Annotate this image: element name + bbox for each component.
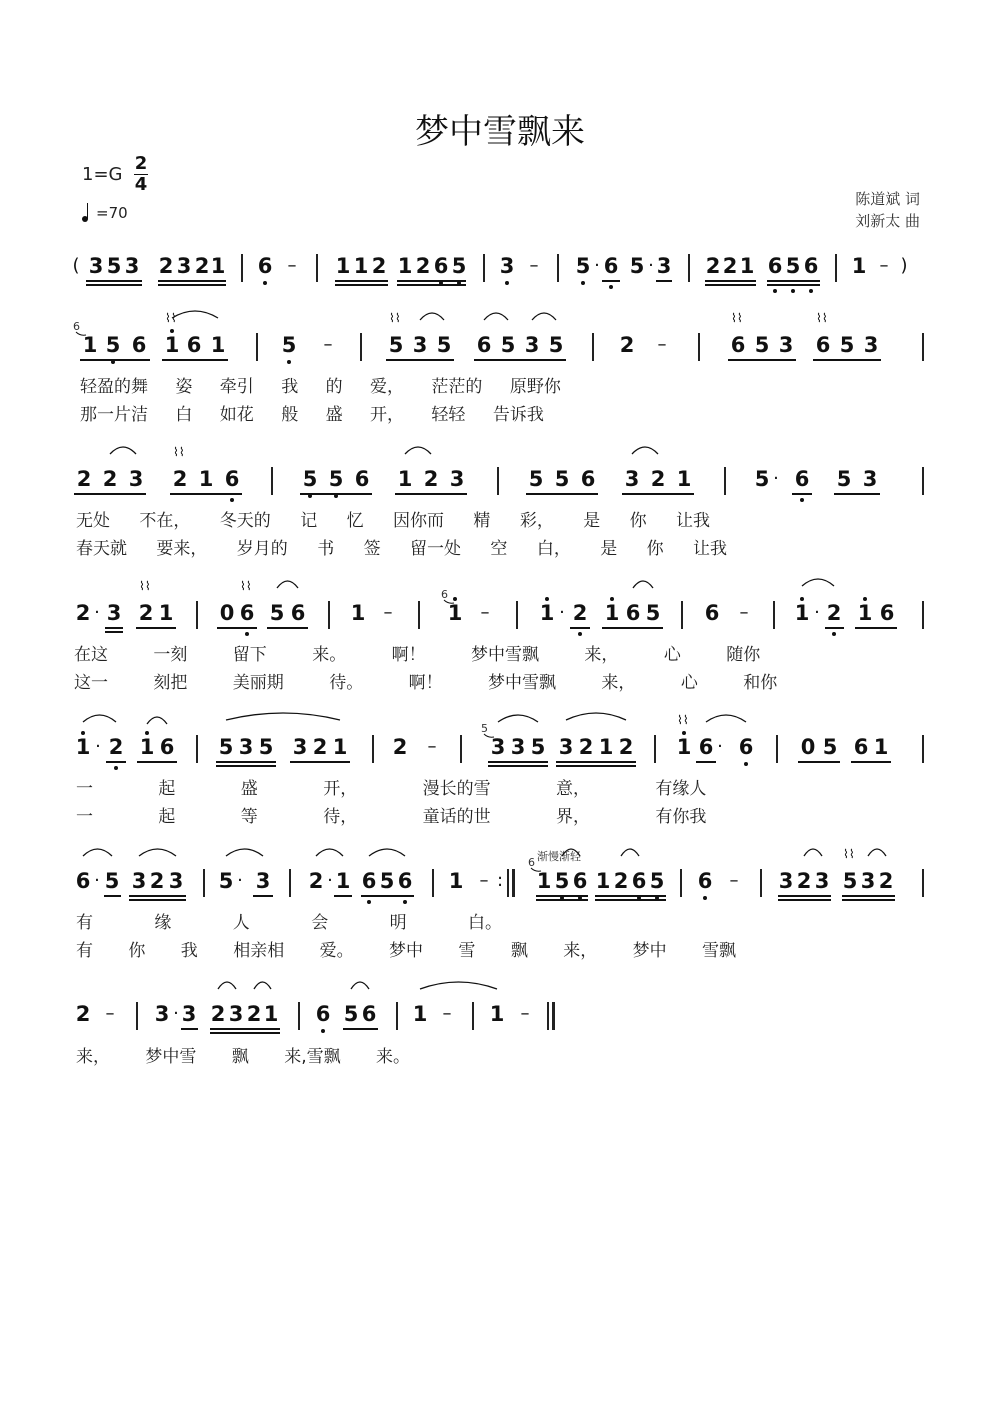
note: 3 <box>510 735 526 759</box>
notation-symbol: – <box>739 602 749 623</box>
note: 5 <box>451 254 467 278</box>
lyrics-line-5-verse-1: 一 起 盛 开， 漫长的雪 意， 有缘人 <box>76 779 707 799</box>
note: 1 <box>412 1002 428 1026</box>
note: 6 <box>625 601 641 625</box>
notation-symbol: – <box>427 736 437 757</box>
note: 6 <box>572 869 588 893</box>
note: 6 <box>397 869 413 893</box>
note: 3 <box>154 1002 170 1026</box>
lyricist-credit: 陈道斌 词 <box>855 190 920 208</box>
note: 2 <box>210 1002 226 1026</box>
note: 2 <box>108 735 124 759</box>
note: 5 <box>554 467 570 491</box>
note: 6 <box>704 601 720 625</box>
note: 6 <box>186 333 202 357</box>
note: 6 <box>803 254 819 278</box>
note: 1 <box>332 735 348 759</box>
expression-marking: 渐慢渐轻 <box>537 850 581 863</box>
note: 1 <box>335 869 351 893</box>
note: 1 <box>489 1002 505 1026</box>
note: 6 <box>239 601 255 625</box>
note: 2 <box>619 333 635 357</box>
grace-note-line-4: 6 <box>441 588 448 601</box>
note: 2 <box>194 254 210 278</box>
grace-note-hook <box>484 734 494 737</box>
notation-symbol: – <box>287 255 297 276</box>
note: 3 <box>131 869 147 893</box>
note: 1 <box>263 1002 279 1026</box>
mordent-symbol: ⌇⌇ <box>843 847 855 861</box>
note: 5 <box>822 735 838 759</box>
notation-symbol: – <box>520 1003 530 1024</box>
note: 5 <box>548 333 564 357</box>
note: 6 <box>224 467 240 491</box>
notation-symbol: · <box>717 736 723 757</box>
note: 5 <box>836 467 852 491</box>
note: 2 <box>149 869 165 893</box>
notation-symbol: – <box>529 255 539 276</box>
lyrics-line-4-verse-1: 在这 一刻 留下 来。 啊！ 梦中雪飘 来， 心 随你 <box>74 645 761 665</box>
mordent-symbol: ⌇⌇ <box>165 311 177 325</box>
note: 6 <box>631 869 647 893</box>
note: 1 <box>873 735 889 759</box>
notation-symbol: · <box>594 255 600 276</box>
lyrics-line-3-verse-1: 无处 不在， 冬天的 记 忆 因你而 精 彩， 是 你 让我 <box>76 511 711 531</box>
grace-note-line-2: 6 <box>73 320 80 333</box>
note: 3 <box>228 1002 244 1026</box>
note: 2 <box>308 869 324 893</box>
song-title: 梦中雪飘来 <box>415 112 585 152</box>
note: 6 <box>290 601 306 625</box>
note: 5 <box>281 333 297 357</box>
note: 5 <box>785 254 801 278</box>
note: 6 <box>879 601 895 625</box>
notation-symbol: – <box>657 334 667 355</box>
slur <box>802 579 834 586</box>
note: 2 <box>172 467 188 491</box>
notation-symbol: – <box>442 1003 452 1024</box>
note: 0 <box>219 601 235 625</box>
mordent-symbol: ⌇⌇ <box>139 579 151 593</box>
note: 3 <box>863 333 879 357</box>
slur <box>172 311 218 318</box>
slur <box>351 982 369 989</box>
slur <box>110 447 136 454</box>
note: 1 <box>604 601 620 625</box>
lyrics-line-2-verse-1: 轻盈的舞 姿 牵引 我 的 爱， 茫茫的 原野你 <box>80 377 561 397</box>
notation-symbol: ) <box>900 255 908 276</box>
notation-symbol: : <box>496 870 504 891</box>
notation-symbol: · <box>648 255 654 276</box>
note: 1 <box>794 601 810 625</box>
note: 5 <box>105 333 121 357</box>
note: 3 <box>181 1002 197 1026</box>
note: 2 <box>613 869 629 893</box>
note: 6 <box>698 735 714 759</box>
slur <box>420 982 497 989</box>
slur <box>562 849 580 856</box>
slur <box>226 713 340 720</box>
note: 3 <box>490 735 506 759</box>
note: 5 <box>528 467 544 491</box>
note: 3 <box>656 254 672 278</box>
notation-symbol: · <box>237 870 243 891</box>
note: 5 <box>649 869 665 893</box>
note: 1 <box>676 735 692 759</box>
note: 3 <box>292 735 308 759</box>
slur <box>226 849 263 856</box>
slur <box>868 849 886 856</box>
note: 3 <box>524 333 540 357</box>
note: 2 <box>796 869 812 893</box>
slur <box>498 715 538 722</box>
note: 5 <box>328 467 344 491</box>
notation-symbol: · <box>773 468 779 489</box>
notation-symbol: – <box>479 870 489 891</box>
note: 6 <box>354 467 370 491</box>
notation-symbol: ( <box>72 255 80 276</box>
note: 3 <box>778 333 794 357</box>
note: 3 <box>412 333 428 357</box>
note: 1 <box>210 333 226 357</box>
note: 1 <box>539 601 555 625</box>
note: 3 <box>255 869 271 893</box>
note: 6 <box>580 467 596 491</box>
note: 5 <box>754 467 770 491</box>
note: 3 <box>558 735 574 759</box>
note: 1 <box>397 254 413 278</box>
note: 5 <box>218 735 234 759</box>
note: 3 <box>499 254 515 278</box>
note: 3 <box>860 869 876 893</box>
note: 6 <box>315 1002 331 1026</box>
note: 5 <box>379 869 395 893</box>
note: 1 <box>82 333 98 357</box>
slur <box>405 447 431 454</box>
note: 2 <box>415 254 431 278</box>
note: 2 <box>705 254 721 278</box>
slur <box>532 313 556 320</box>
slur <box>420 313 444 320</box>
slur <box>83 849 112 856</box>
note: 5 <box>258 735 274 759</box>
slur <box>566 713 626 720</box>
note: 2 <box>75 1002 91 1026</box>
note: 5 <box>754 333 770 357</box>
note: 6 <box>794 467 810 491</box>
lyrics-line-6-verse-1: 有 缘 人 会 明 白。 <box>76 913 503 933</box>
note: 5 <box>218 869 234 893</box>
slur <box>484 313 508 320</box>
slur <box>621 849 639 856</box>
note: 1 <box>851 254 867 278</box>
note: 3 <box>124 254 140 278</box>
note: 3 <box>128 467 144 491</box>
note: 6 <box>815 333 831 357</box>
note: 5 <box>104 869 120 893</box>
slur <box>254 982 271 989</box>
note: 1 <box>676 467 692 491</box>
mordent-symbol: ⌇⌇ <box>173 445 185 459</box>
mordent-symbol: ⌇⌇ <box>816 311 828 325</box>
note: 3 <box>814 869 830 893</box>
note: 1 <box>353 254 369 278</box>
note: 5 <box>554 869 570 893</box>
note: 5 <box>530 735 546 759</box>
slur <box>633 581 653 588</box>
note: 5 <box>645 601 661 625</box>
note: 2 <box>312 735 328 759</box>
note: 2 <box>650 467 666 491</box>
note: 5 <box>575 254 591 278</box>
grace-note-hook <box>531 868 541 871</box>
note: 1 <box>75 735 91 759</box>
notation-symbol: · <box>95 736 101 757</box>
note: 5 <box>302 467 318 491</box>
note: 2 <box>722 254 738 278</box>
notation-symbol: · <box>814 602 820 623</box>
mordent-symbol: ⌇⌇ <box>677 713 689 727</box>
notation-symbol: · <box>327 870 333 891</box>
note: 1 <box>739 254 755 278</box>
note: 2 <box>618 735 634 759</box>
note: 2 <box>878 869 894 893</box>
note: 0 <box>800 735 816 759</box>
slur <box>139 849 176 856</box>
note: 6 <box>75 869 91 893</box>
note: 5 <box>343 1002 359 1026</box>
lyrics-line-5-verse-2: 一 起 等 待， 童话的世 界， 有你我 <box>76 807 707 827</box>
note: 6 <box>361 1002 377 1026</box>
notation-symbol: – <box>105 1003 115 1024</box>
note: 2 <box>138 601 154 625</box>
note: 1 <box>210 254 226 278</box>
note: 1 <box>198 467 214 491</box>
note: 3 <box>238 735 254 759</box>
note: 1 <box>397 467 413 491</box>
lyrics-line-7-verse-1: 来， 梦中雪 飘 来,雪飘 来。 <box>76 1047 411 1067</box>
note: 1 <box>448 869 464 893</box>
note: 5 <box>500 333 516 357</box>
tempo-value: =70 <box>96 204 128 222</box>
notation-symbol: – <box>383 602 393 623</box>
composer-credit: 刘新太 曲 <box>855 212 920 230</box>
note: 5 <box>839 333 855 357</box>
note: 2 <box>76 467 92 491</box>
note: 6 <box>738 735 754 759</box>
lyrics-line-4-verse-2: 这一 刻把 美丽期 待。 啊！ 梦中雪飘 来， 心 和你 <box>74 673 778 693</box>
note: 2 <box>578 735 594 759</box>
grace-note-line-6: 6 <box>528 856 535 869</box>
note: 6 <box>361 869 377 893</box>
note: 2 <box>75 601 91 625</box>
note: 3 <box>624 467 640 491</box>
note: 6 <box>433 254 449 278</box>
slur <box>706 715 746 722</box>
notation-symbol: · <box>559 602 565 623</box>
notation-symbol: – <box>323 334 333 355</box>
note: 6 <box>131 333 147 357</box>
note: 1 <box>857 601 873 625</box>
slur <box>83 715 116 722</box>
grace-note-line-5: 5 <box>481 722 488 735</box>
note: 3 <box>88 254 104 278</box>
note: 1 <box>598 735 614 759</box>
note: 5 <box>269 601 285 625</box>
slur <box>369 849 405 856</box>
note: 1 <box>350 601 366 625</box>
note: 1 <box>447 601 463 625</box>
note: 1 <box>158 601 174 625</box>
notation-symbol: – <box>879 255 889 276</box>
note: 6 <box>767 254 783 278</box>
slur <box>632 447 658 454</box>
note: 2 <box>371 254 387 278</box>
slur <box>218 982 236 989</box>
notation-symbol: – <box>729 870 739 891</box>
notation-symbol: · <box>94 870 100 891</box>
lyrics-line-2-verse-2: 那一片洁 白 如花 般 盛 开， 轻轻 告诉我 <box>80 405 544 425</box>
note: 6 <box>257 254 273 278</box>
grace-note-hook <box>76 332 86 335</box>
time-signature-top: 2 <box>134 153 148 174</box>
note: 3 <box>168 869 184 893</box>
note: 6 <box>697 869 713 893</box>
mordent-symbol: ⌇⌇ <box>240 579 252 593</box>
note: 3 <box>778 869 794 893</box>
slur <box>804 849 822 856</box>
slur <box>316 849 343 856</box>
note: 6 <box>603 254 619 278</box>
note: 2 <box>392 735 408 759</box>
note: 2 <box>158 254 174 278</box>
note: 1 <box>595 869 611 893</box>
lyrics-line-6-verse-2: 有 你 我 相亲相 爱。 梦中 雪 飘 来， 梦中 雪飘 <box>76 941 737 961</box>
note: 5 <box>388 333 404 357</box>
note: 3 <box>449 467 465 491</box>
note: 1 <box>164 333 180 357</box>
notation-symbol: – <box>480 602 490 623</box>
slur <box>147 717 167 724</box>
note: 3 <box>106 601 122 625</box>
notation-symbol: · <box>173 1003 179 1024</box>
notation-symbol: · <box>94 602 100 623</box>
note: 1 <box>335 254 351 278</box>
lyrics-line-3-verse-2: 春天就 要来， 岁月的 书 签 留一处 空 白， 是 你 让我 <box>76 539 728 559</box>
note: 6 <box>476 333 492 357</box>
key-signature: 1=G <box>82 164 123 185</box>
note: 2 <box>572 601 588 625</box>
note: 5 <box>629 254 645 278</box>
note: 3 <box>176 254 192 278</box>
note: 2 <box>826 601 842 625</box>
mordent-symbol: ⌇⌇ <box>389 311 401 325</box>
time-signature-bottom: 4 <box>134 174 148 195</box>
note: 1 <box>139 735 155 759</box>
mordent-symbol: ⌇⌇ <box>731 311 743 325</box>
note: 5 <box>842 869 858 893</box>
note: 6 <box>730 333 746 357</box>
note: 1 <box>536 869 552 893</box>
slur <box>277 581 298 588</box>
note: 2 <box>102 467 118 491</box>
note: 5 <box>106 254 122 278</box>
note: 5 <box>436 333 452 357</box>
note: 6 <box>159 735 175 759</box>
note: 2 <box>246 1002 262 1026</box>
note: 2 <box>423 467 439 491</box>
note: 3 <box>862 467 878 491</box>
note: 6 <box>853 735 869 759</box>
grace-note-hook <box>444 600 454 603</box>
